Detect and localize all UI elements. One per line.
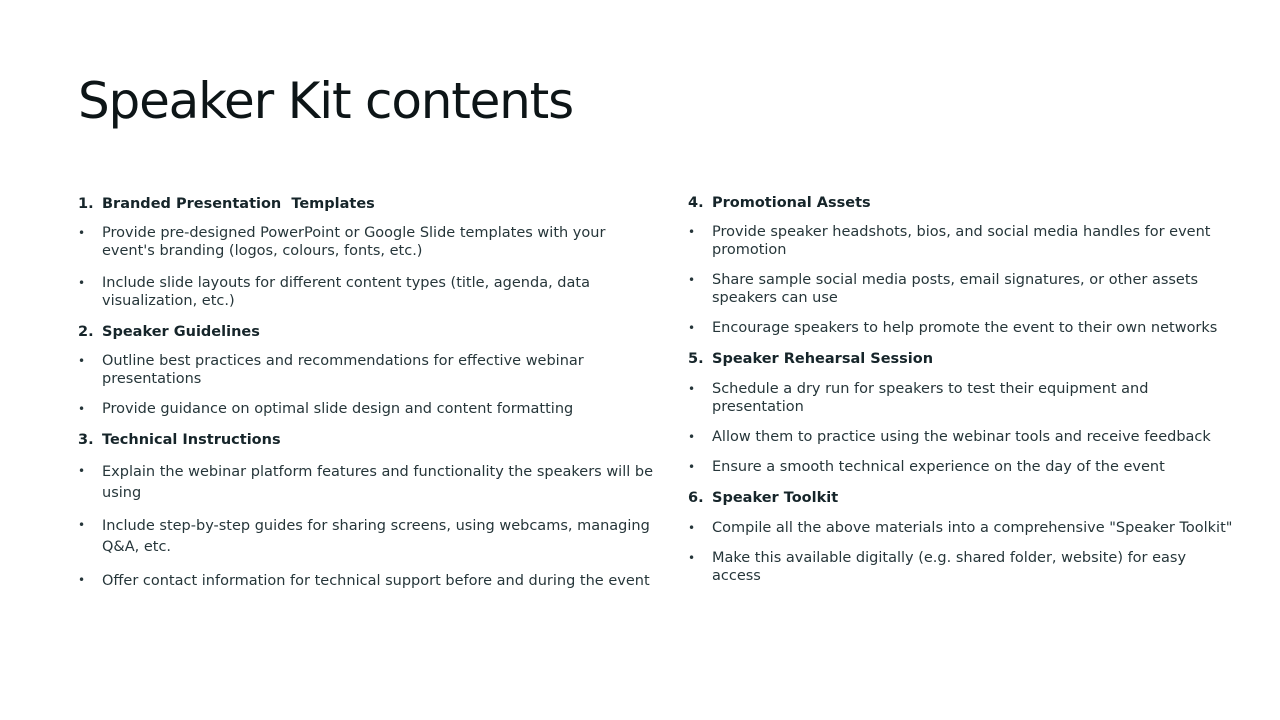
list-item-text: Include slide layouts for different content types (title, agenda, data visualization, etc.): [102, 275, 590, 309]
bullet-icon: •: [688, 521, 696, 535]
list-item-text: Schedule a dry run for speakers to test their equipment and presentation: [712, 381, 1149, 415]
list-item-text: Explain the webinar platform features and functionality the speakers will be using: [102, 464, 653, 501]
list-item-text: Provide guidance on optimal slide design and content formatting: [102, 401, 574, 417]
section-number: 5.: [688, 351, 704, 367]
list-item: [78, 352, 658, 388]
bullet-icon: •: [78, 402, 86, 416]
list-item: [688, 549, 1233, 585]
list-item: [78, 516, 658, 558]
section-title: Speaker Rehearsal Session: [712, 351, 934, 367]
bullet-icon: •: [78, 354, 86, 368]
bullet-icon: •: [78, 226, 86, 240]
section-number: 1.: [78, 196, 94, 212]
left-column: [78, 194, 658, 592]
bullet-icon: •: [688, 460, 696, 474]
bullet-icon: •: [688, 273, 696, 287]
list-item: [688, 223, 1233, 259]
bullet-icon: •: [78, 573, 86, 587]
section-title: Speaker Guidelines: [102, 324, 260, 340]
list-item-text: Make this available digitally (e.g. shared folder, website) for easy access: [712, 550, 1187, 584]
bullet-icon: •: [688, 551, 696, 565]
bullet-icon: •: [688, 382, 696, 396]
bullet-icon: •: [78, 276, 86, 290]
section-heading: [688, 349, 1233, 369]
bullet-icon: •: [688, 430, 696, 444]
slide-title: Speaker Kit contents: [78, 72, 573, 130]
bullet-icon: •: [78, 518, 86, 532]
list-item-text: Allow them to practice using the webinar tools and receive feedback: [712, 429, 1211, 445]
section-heading: [78, 194, 658, 214]
list-item: [78, 462, 658, 504]
bullet-icon: •: [78, 464, 86, 478]
list-item-text: Outline best practices and recommendations for effective webinar presentations: [102, 353, 584, 387]
section-title: Technical Instructions: [102, 432, 281, 448]
list-item: [78, 224, 658, 260]
list-item: [688, 380, 1233, 416]
list-item-text: Provide pre-designed PowerPoint or Google Slide templates with your event's branding (logos, colours, fonts, etc.): [102, 225, 606, 259]
list-item: [688, 428, 1233, 446]
list-item-text: Share sample social media posts, email signatures, or other assets speakers can use: [712, 272, 1199, 306]
section-number: 4.: [688, 195, 704, 211]
list-item: [78, 274, 658, 310]
list-item: [688, 319, 1233, 337]
bullet-icon: •: [688, 321, 696, 335]
section-title: Branded Presentation Templates: [102, 196, 375, 212]
list-item: [688, 271, 1233, 307]
section-number: 6.: [688, 490, 704, 506]
list-item-text: Ensure a smooth technical experience on the day of the event: [712, 459, 1165, 475]
right-column: [688, 193, 1233, 585]
section-number: 2.: [78, 324, 94, 340]
list-item-text: Provide speaker headshots, bios, and social media handles for event promotion: [712, 224, 1211, 258]
section-heading: [78, 430, 658, 450]
list-item-text: Encourage speakers to help promote the event to their own networks: [712, 320, 1218, 336]
section-heading: [688, 193, 1233, 213]
section-heading: [688, 488, 1233, 508]
section-heading: [78, 322, 658, 342]
list-item: [78, 400, 658, 418]
section-title: Promotional Assets: [712, 195, 871, 211]
list-item: [688, 519, 1233, 537]
list-item: [688, 458, 1233, 476]
list-item: [78, 571, 658, 592]
section-title: Speaker Toolkit: [712, 490, 839, 506]
bullet-icon: •: [688, 225, 696, 239]
list-item-text: Offer contact information for technical support before and during the event: [102, 573, 650, 589]
list-item-text: Include step-by-step guides for sharing screens, using webcams, managing Q&A, etc.: [102, 518, 650, 555]
section-number: 3.: [78, 432, 94, 448]
list-item-text: Compile all the above materials into a comprehensive "Speaker Toolkit": [712, 520, 1233, 536]
